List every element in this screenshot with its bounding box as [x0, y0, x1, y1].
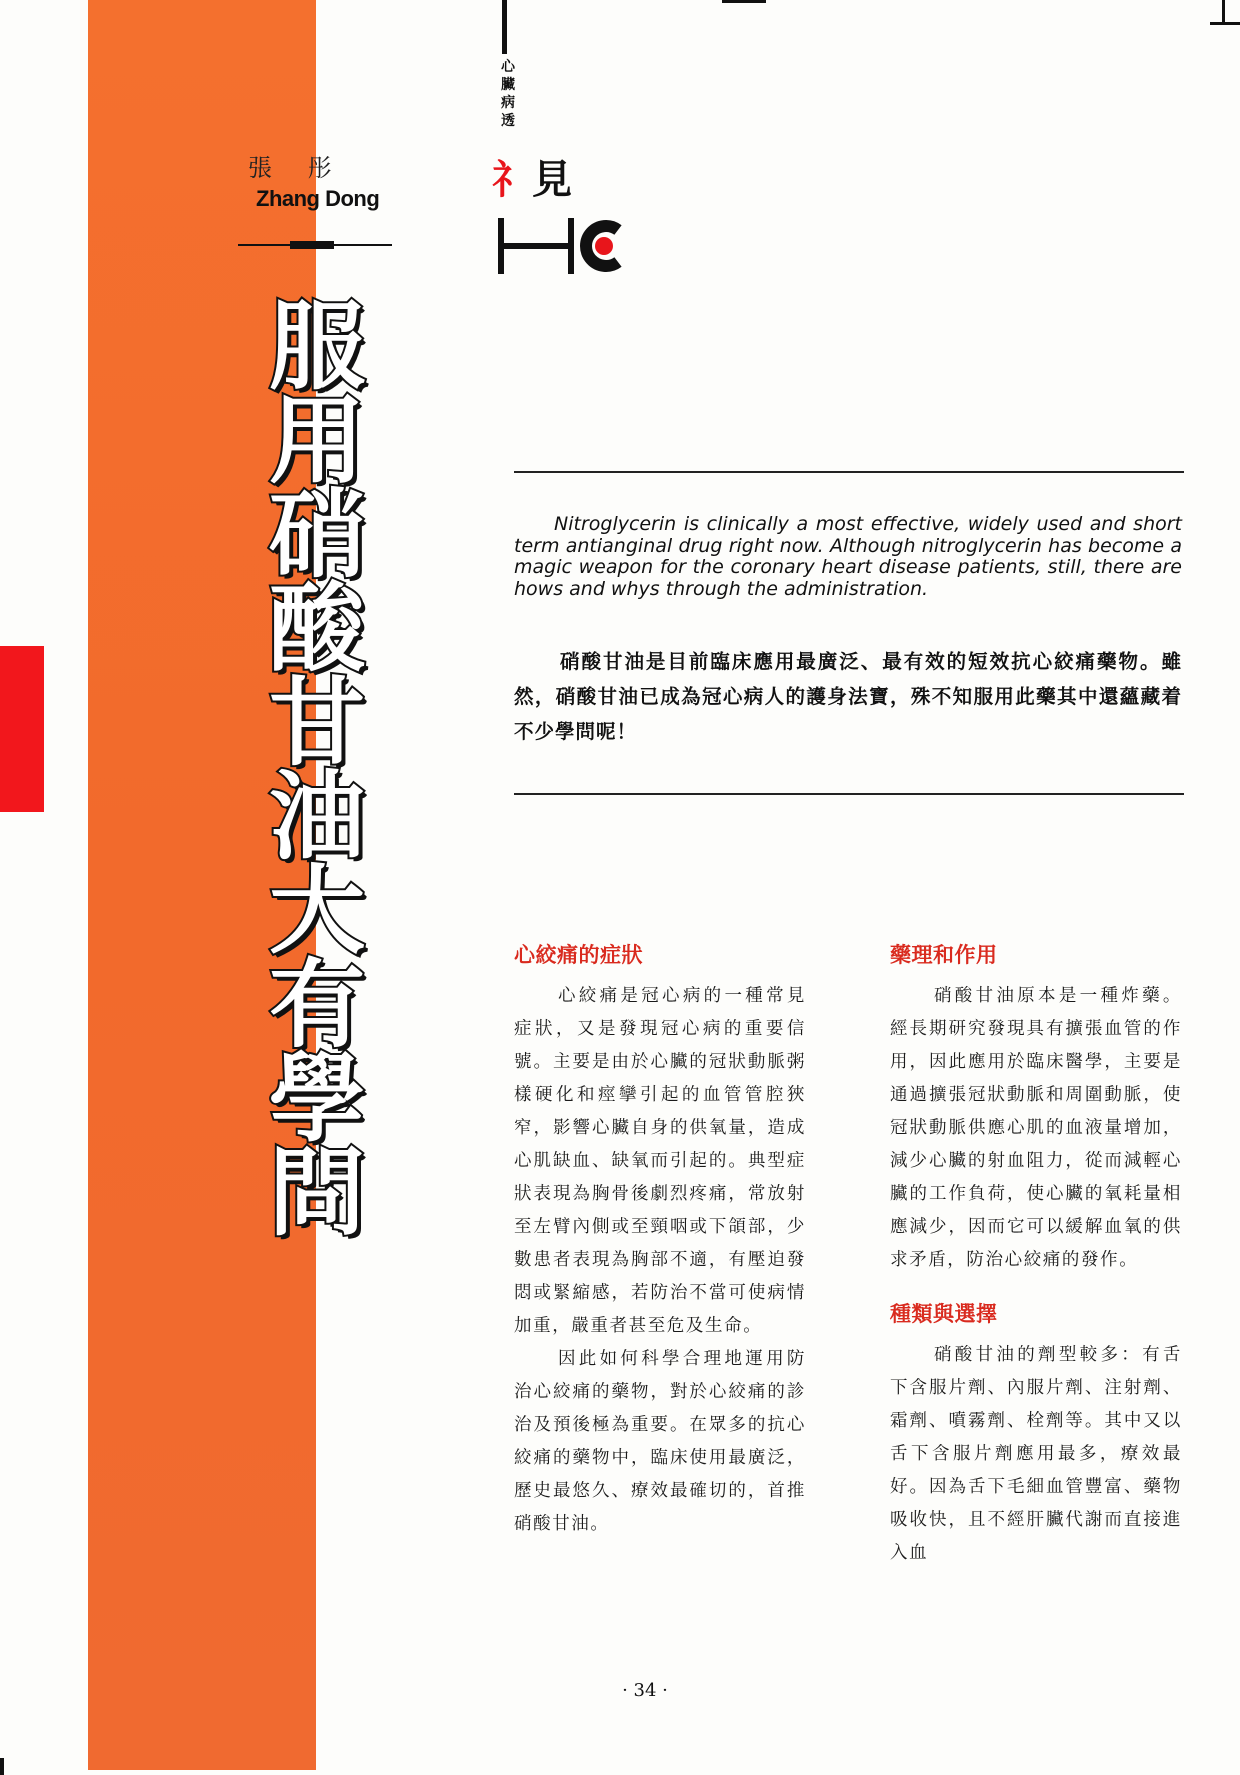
column-mark-bar: [502, 0, 507, 54]
column-label-big: [492, 148, 572, 205]
section-heading-types: 種類與選擇: [890, 1302, 998, 1326]
column-label-big-right: 見: [532, 157, 572, 203]
abstract-chinese: 硝酸甘油是目前臨床應用最廣泛、最有效的短效抗心絞痛藥物。雖然，硝酸甘油已成為冠心病人的護身法寶，殊不知服用此藥其中還蘊藏着不少學問呢！: [514, 650, 1182, 743]
paragraph: 心絞痛是冠心病的一種常見症狀，又是發現冠心病的重要信號。主要是由於心臟的冠狀動脈粥樣硬化和痙攣引起的血管管腔狹窄，影響心臟自身的供氧量，造成心肌缺血、缺氧而引起的。典型症狀表現為胸骨後劇烈疼痛，常放射至左臂內側或至頸咽或下頜部，少數患者表現為胸部不適，有壓迫發悶或緊縮感，若防治不當可使病情加重，嚴重者甚至危及生命。: [514, 986, 806, 1336]
abstract-top-rule: [514, 471, 1184, 473]
paragraph: 硝酸甘油的劑型較多：有舌下含服片劑、內服片劑、注射劑、霜劑、噴霧劑、栓劑等。其中又以舌下含服片劑應用最多，療效最好。因為舌下毛細血管豐富、藥物吸收快，且不經肝臟代謝而直接進入血: [890, 1345, 1182, 1563]
body-column-left: [514, 940, 806, 1541]
page-number: · 34 ·: [622, 1680, 668, 1701]
column-label-big-left: 礻: [492, 157, 532, 203]
paragraph: 因此如何科學合理地運用防治心絞痛的藥物，對於心絞痛的診治及預後極為重要。在眾多的抗心絞痛的藥物中，臨床使用最廣泛，歷史最悠久、療效最確切的，首推硝酸甘油。: [514, 1349, 806, 1534]
red-edge-tab: [0, 646, 44, 812]
top-crop-mark: [722, 0, 766, 3]
section-heading-symptoms: 心絞痛的症狀: [514, 943, 643, 967]
title-char: 服: [269, 291, 365, 403]
corner-crop-mark: [1222, 0, 1225, 22]
abstract-english: Nitroglycerin is clinically a most effective, widely used and short term antianginal drug right now. Although nitroglycerin has become a magic weapon for the coronary heart disease patients, still, there are hows and whys through the administration.: [514, 513, 1182, 600]
hc-logo-icon: [496, 216, 636, 276]
title-char: 用: [269, 385, 365, 497]
title-char: 學: [269, 1043, 365, 1155]
title-char: 硝: [269, 479, 365, 591]
title-char: 酸: [269, 573, 365, 685]
bottom-crop-mark: [0, 1758, 4, 1775]
column-label-char: 病: [501, 95, 515, 111]
article-title: [262, 291, 372, 1249]
column-label-char: 心: [501, 59, 515, 75]
column-label-char: 透: [501, 113, 515, 129]
title-char: 問: [269, 1137, 365, 1249]
title-char: 有: [269, 949, 365, 1061]
author-divider-accent: [290, 241, 334, 249]
column-label-char: 臟: [501, 77, 515, 93]
title-char: 油: [269, 761, 365, 873]
abstract-bottom-rule: [514, 793, 1184, 795]
section-heading-pharmacology: 藥理和作用: [890, 943, 998, 967]
column-label: [500, 58, 516, 130]
corner-crop-mark-h: [1210, 22, 1240, 25]
title-char: 大: [269, 855, 365, 967]
body-column-right: [890, 940, 1182, 1570]
author-name-english: Zhang Dong: [256, 186, 380, 211]
title-char: 甘: [269, 667, 365, 779]
author-name-chinese: 張 彤: [248, 154, 346, 182]
paragraph: 硝酸甘油原本是一種炸藥。經長期研究發現具有擴張血管的作用，因此應用於臨床醫學，主要是通過擴張冠狀動脈和周圍動脈，使冠狀動脈供應心肌的血液量增加，減少心臟的射血阻力，從而減輕心臟的工作負荷，使心臟的氧耗量相應減少，因而它可以緩解血氧的供求矛盾，防治心絞痛的發作。: [890, 986, 1182, 1270]
